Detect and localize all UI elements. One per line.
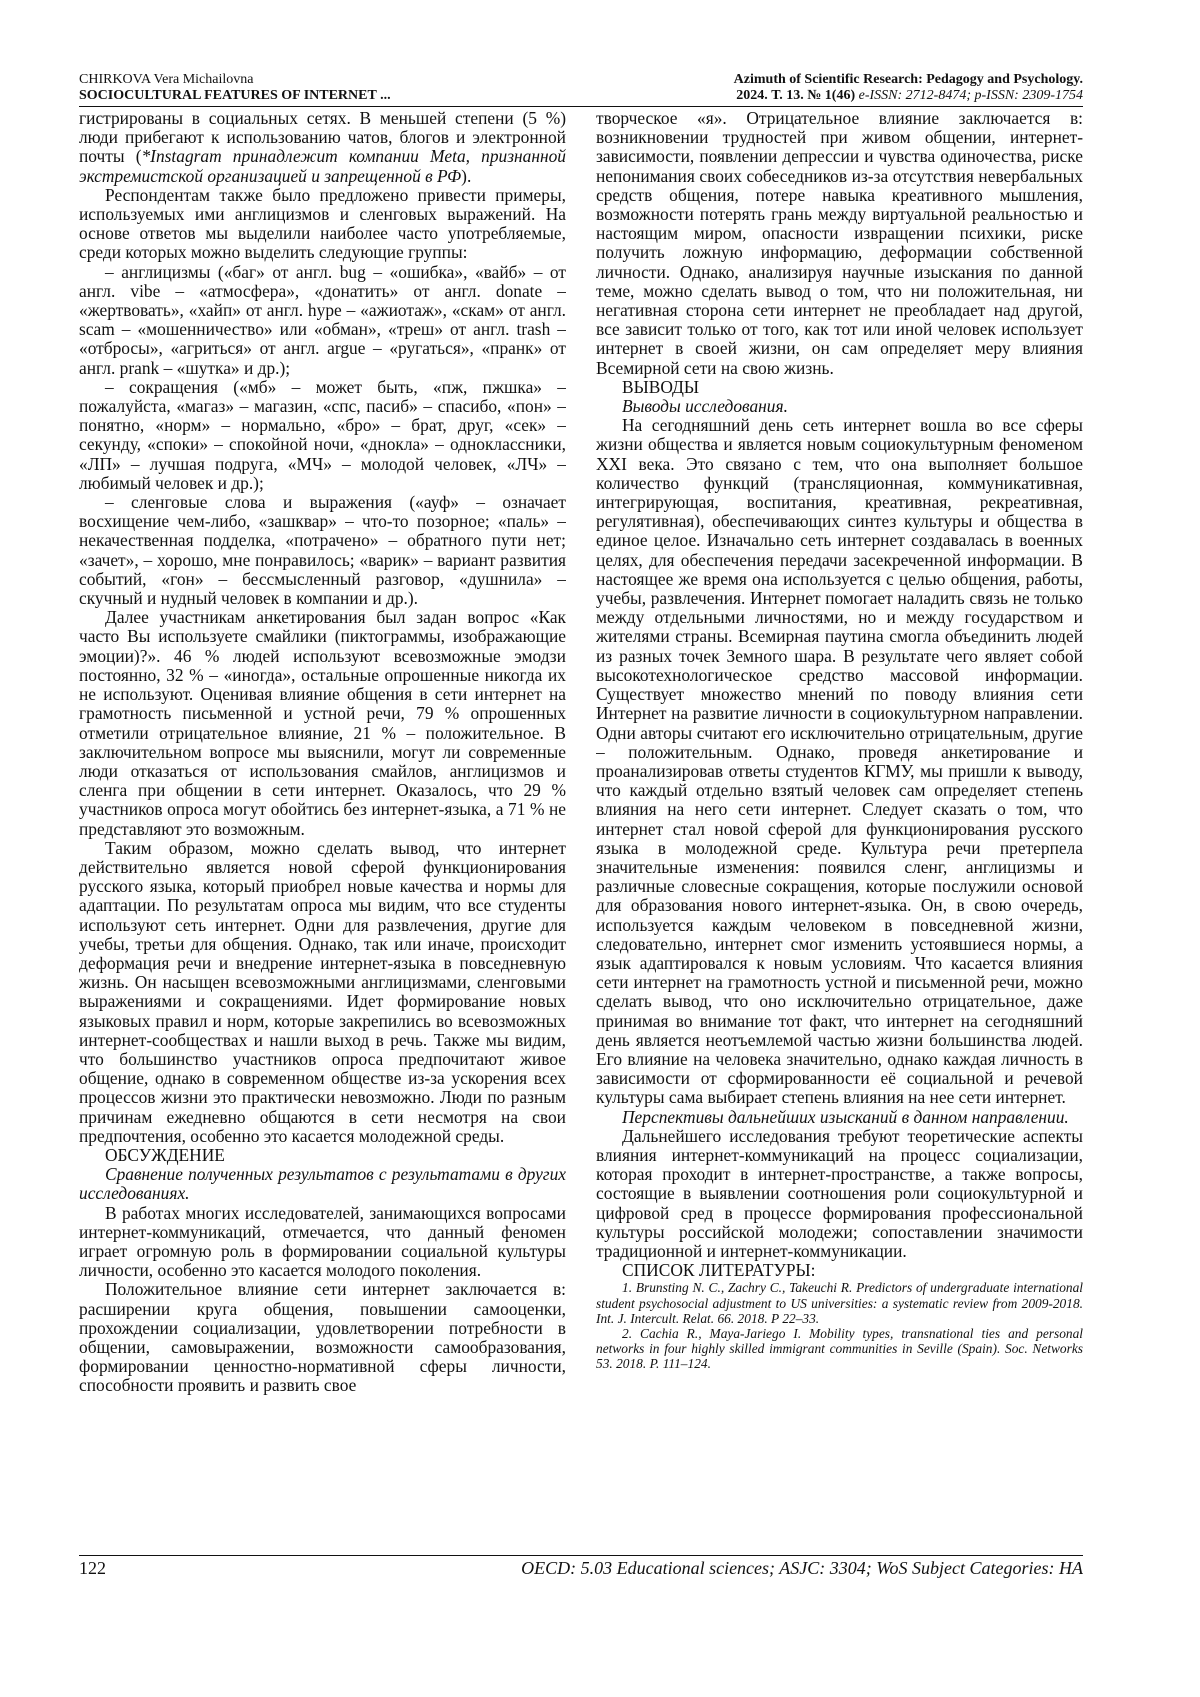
paragraph: Далее участникам анкетирования был задан вопрос «Как часто Вы используете смайлики (пиктограммы, изображающие эмоции)?». 46 % людей используют всевозможные эмодзи постоянно, 32 % – «иногда», остальные опрошенные никогда их не используют. Оценивая влияние общения в сети интернет на грамотность письменной и устной речи, 79 % опрошенных отметили отрицательное влияние, 21 % – положительное. В заключительном вопросе мы выяснили, могут ли современные люди отказаться от использования смайлов, англицизмов и сленга при общении в сети интернет. Оказалось, что 29 % участников опроса могут обойтись без интернет-языка, а 71 % не представляют это возможным.: [79, 607, 566, 839]
header-right: [734, 72, 1083, 104]
subsection-heading: Сравнение полученных результатов с результатами в других исследованиях.: [79, 1164, 566, 1204]
header-journal: Azimuth of Scientific Research: Pedagogy and Psychology.: [733, 72, 1083, 87]
header-left: [79, 72, 391, 104]
footer-rule: [79, 1555, 1083, 1556]
header-article-title: SOCIOCULTURAL FEATURES OF INTERNET ...: [79, 88, 391, 103]
reference-item: 2. Cachia R., Maya-Jariego I. Mobility types, transnational ties and personal networks in four highly skilled immigrant communities in Seville (Spain). Soc. Networks 53. 2018. P. 111–124.: [596, 1326, 1083, 1372]
subsection-heading: Перспективы дальнейших изысканий в данном направлении.: [622, 1106, 1069, 1127]
section-heading-discussion: ОБСУЖДЕНИЕ: [105, 1144, 225, 1165]
paragraph: – сленговые слова и выражения («ауф» – означает восхищение чем-либо, «зашквар» – что-то позорное; «паль» – некачественная подделка, «потрачено» – обратного пути нет; «зачет», – хорошо, мне понравилось; «варик» – вариант развития событий, «гон» – бессмысленный разговор, «душнила» – скучный и нудный человек в компании и др.).: [79, 492, 566, 609]
paragraph: Дальнейшего исследования требуют теоретические аспекты влияния интернет-коммуникаций на процесс социализации, которая проходит в интернет-пространстве, а также вопросы, состоящие в выявлении соотношения роли социокультурной и цифровой сред в процессе формирования профессиональной культуры российской молодежи; сопоставлении значимости традиционной и интернет-коммуникации.: [596, 1125, 1083, 1261]
header-issn: e-ISSN: 2712-8474; p-ISSN: 2309-1754: [858, 88, 1083, 103]
reference-item: 1. Brunsting N. C., Zachry C., Takeuchi R. Predictors of undergraduate international student psychosocial adjustment to US universities: a systematic review from 2009-2018. Int. J. Intercult. Relat. 66. 2018. P 22–33.: [596, 1280, 1083, 1326]
right-column: [596, 109, 1083, 1553]
left-column: [79, 109, 566, 1553]
paragraph: – англицизмы («баг» от англ. bug – «ошибка», «вайб» – от англ. vibe – «атмосфера», «донатить» от англ. donate – «жертвовать», «хайп» от англ. hype – «ажиотаж», «скам» от англ. scam – «мошенничество» или «обман», «треш» от англ. trash – «отбросы», «агриться» от англ. argue – «ругаться», «пранк» от англ. prank – «шутка» и др.);: [79, 261, 566, 378]
paragraph: творческое «я». Отрицательное влияние заключается в: возникновении трудностей при живом общении, интернет-зависимости, появлении депрессии и чувства одиночества, риске непонимания своих собеседников из-за отсутствия невербальных средств общения, потере навыка креативного мышления, возможности потерять грань между виртуальной реальностью и настоящим миром, опасности извращении психики, риске получить ложную информацию, деформации собственной личности. Однако, анализируя научные изыскания по данной теме, можно сделать вывод о том, что ни положительная, ни негативная сторона сети интернет не преобладает над другой, все зависит только от того, как тот или иной человек использует интернет в своей жизни, он сам определяет меру влияния Всемирной сети на свою жизнь.: [596, 109, 1083, 378]
header-volume: 2024. Т. 13. № 1(46): [736, 88, 856, 103]
running-header: [79, 68, 1083, 106]
subject-classification: OECD: 5.03 Educational sciences; ASJC: 3304; WoS Subject Categories: HA: [521, 1558, 1083, 1578]
paragraph: Таким образом, можно сделать вывод, что интернет действительно является новой сферой функционирования русского языка, который приобрел новые качества и нормы для адаптации. По результатам опроса мы видим, что все студенты используют сеть интернет. Одни для развлечения, другие для учебы, третьи для общения. Однако, так или иначе, происходит деформация речи и внедрение интернет-языка в повседневную жизнь. Он насыщен всевозможными англицизмами, сленговыми выражениями и сокращениями. Идет формирование новых языковых правил и норм, которые закрепились во всевозможных интернет-сообществах и нашли выход в речь. Также мы видим, что большинство участников опроса предпочитают живое общение, однако в современном обществе из-за ускорения всех процессов жизни это практически невозможно. Люди по разным причинам ежедневно общаются в сети несмотря на свои предпочтения, особенно это касается молодежной среды.: [79, 837, 566, 1146]
paragraph: В работах многих исследователей, занимающихся вопросами интернет-коммуникаций, отмечается, что данный феномен играет огромную роль в формировании социальной культуры личности, особенно это касается молодого поколения.: [79, 1202, 566, 1281]
header-rule: [79, 106, 1083, 107]
page-number: 122: [79, 1558, 106, 1578]
paragraph: Респондентам также было предложено привести примеры, используемых ими англицизмов и сленговых выражений. На основе ответов мы выделили наиболее часто употребляемые, среди которых можно выделить следующие группы:: [79, 184, 566, 263]
paragraph: гистрированы в социальных сетях. В меньшей степени (5 %) люди прибегают к использованию чатов, блогов и электронной почты (*Instagram принадлежит компании Meta, признанной экстремистской организацией и запрещенной в РФ).: [79, 109, 566, 186]
header-issue: [734, 88, 1083, 104]
paragraph: – сокращения («мб» – может быть, «пж, пжшка» – пожалуйста, «магаз» – магазин, «спс, пасиб» – спасибо, «пон» – понятно, «норм» – нормально, «бро» – брат, друг, «сек» – секунду, «споки» – спокойной ночи, «днокла» – одноклассники, «ЛП» – лучшая подруга, «МЧ» – молодой человек, «ЛЧ» – любимый человек и др.);: [79, 376, 566, 493]
header-author: CHIRKOVA Vera Michailovna: [79, 72, 254, 87]
journal-page: [79, 68, 1083, 1628]
section-heading-conclusions: ВЫВОДЫ: [622, 376, 700, 397]
paragraph: Положительное влияние сети интернет заключается в: расширении круга общения, повышении самооценки, прохождении социализации, удовлетворении потребности в общении, самовыражении, возможности самообразования, формировании ценностно-нормативной сферы личности, способности проявить и развить свое: [79, 1279, 566, 1396]
subsection-heading: Выводы исследования.: [622, 396, 788, 417]
references-heading: СПИСОК ЛИТЕРАТУРЫ:: [622, 1260, 816, 1281]
paragraph: На сегодняшний день сеть интернет вошла во все сферы жизни общества и является новым социокультурным феноменом XXI века. Это связано с тем, что она выполняет большое количество функций (трансляционная, коммуникативная, интегрирующая, воспитания, креативная, рекреативная, регулятивная), обеспечивающих синтез культуры и общества в единое целое. Изначально сеть интернет создавалась в военных целях, для обеспечения передачи засекреченной информации. В настоящее же время она используется с целью общения, работы, учебы, развлечения. Интернет помогает наладить связь не только между отдельными личностями, но и между государством и жителями страны. Всемирная паутина смогла объединить людей из разных точек Земного шара. В результате чего являет собой высокотехнологическое средство массовой информации. Существует множество мнений по поводу влияния сети Интернет на развитие личности в социокультурном направлении. Одни авторы считают его исключительно отрицательным, другие – положительным. Однако, проведя анкетирование и проанализировав ответы студентов КГМУ, мы пришли к выводу, что каждый отдельно взятый человек сам определяет степень влияния на него сети интернет. Следует сказать о том, что интернет стал новой сферой для функционирования русского языка в молодежной среде. Культура речи претерпела значительные изменения: появился сленг, англицизмы и различные словесные сокращения, которые послужили основой для образования нового интернет-языка. Он, в свою очередь, используется каждым человеком в повседневной жизни, следовательно, интернет смог изменить устоявшиеся нормы, а язык адаптировался к новым условиям. Что касается влияния сети интернет на грамотность устной и письменной речи, можно сделать вывод, что оно исключительно отрицательное, даже принимая во внимание тот факт, что интернет на сегодняшний день является неотъемлемой частью жизни большинства людей. Его влияние на человека значительно, однако каждая личность в зависимости от сформированности её социальной и речевой культуры сама выбирает степень влияния на нее сети интернет.: [596, 415, 1083, 1108]
